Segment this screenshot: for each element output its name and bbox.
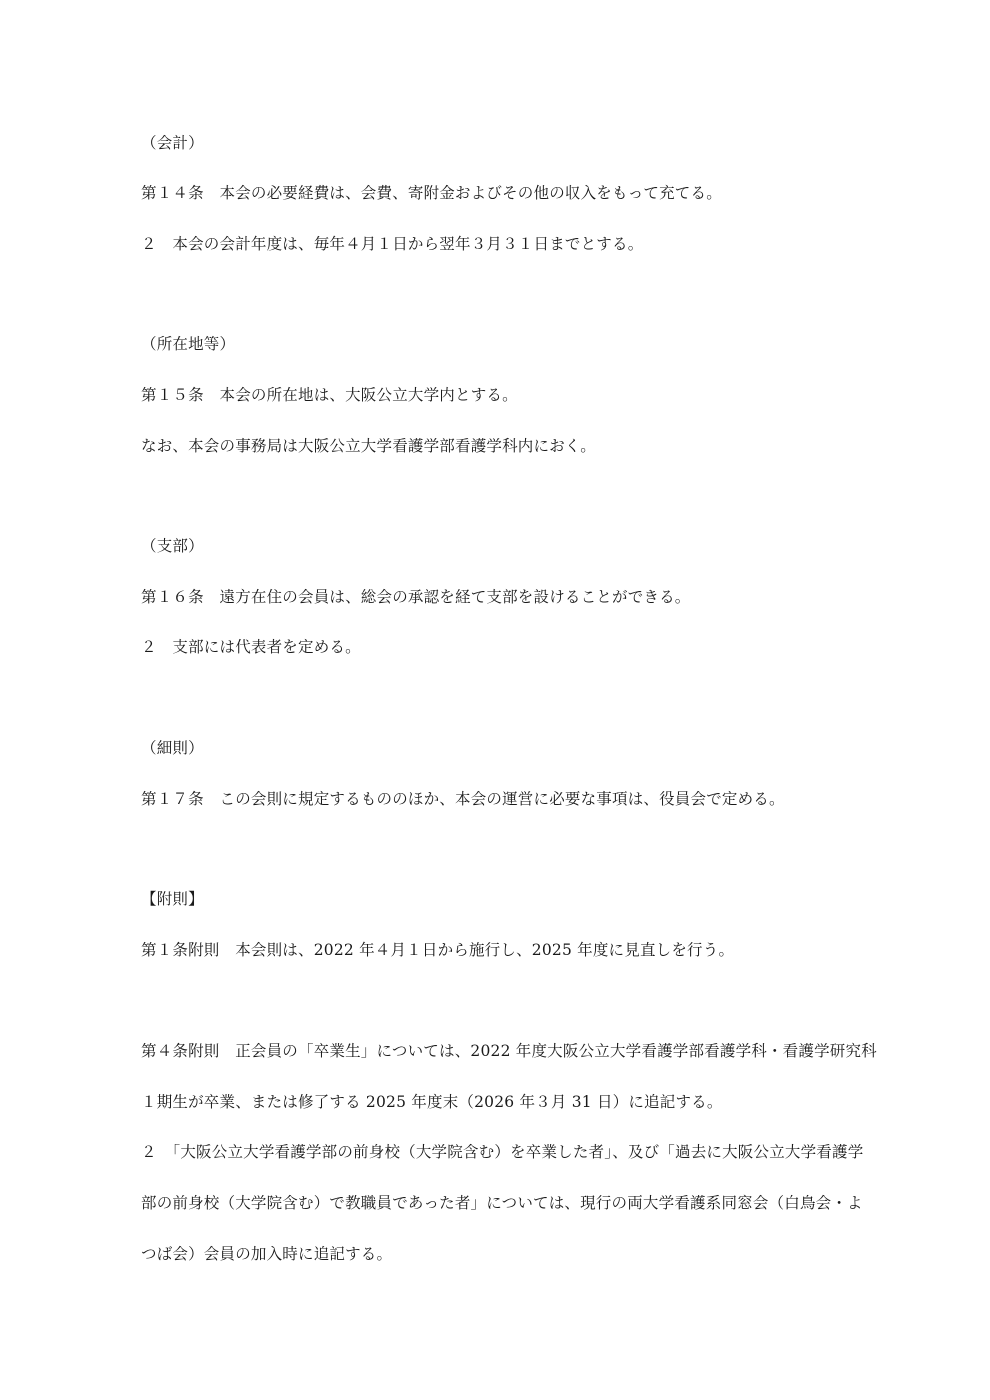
supplementary-article-4-clause-2-line-1: ２ 「大阪公立大学看護学部の前身校（大学院含む）を卒業した者」、及び「過去に大阪公立大学看護学 [141,1143,864,1161]
article-16-text: 第１６条 遠方在住の会員は、総会の承認を経て支部を設けることができる。 [141,588,691,606]
section-heading-branch: （支部） [141,537,204,555]
article-14-text: 第１４条 本会の必要経費は、会費、寄附金およびその他の収入をもって充てる。 [141,184,722,202]
section-heading-bylaws: （細則） [141,739,204,757]
section-heading-accounting: （会計） [141,134,204,152]
section-heading-location: （所在地等） [141,335,236,353]
supplementary-article-4-line-1: 第４条附則 正会員の「卒業生」については、2022 年度大阪公立大学看護学部看護学科・看護学研究科 [141,1042,877,1060]
article-15-text: 第１５条 本会の所在地は、大阪公立大学内とする。 [141,386,518,404]
supplementary-article-4-line-2: １期生が卒業、または修了する 2025 年度末（2026 年３月 31 日）に追記する。 [141,1093,723,1111]
supplementary-article-1: 第１条附則 本会則は、2022 年４月１日から施行し、2025 年度に見直しを行う。 [141,941,735,959]
article-16-clause-2: ２ 支部には代表者を定める。 [141,638,361,656]
article-17-text: 第１７条 この会則に規定するもののほか、本会の運営に必要な事項は、役員会で定める。 [141,790,785,808]
supplementary-article-4-clause-2-line-3: つば会）会員の加入時に追記する。 [141,1245,393,1263]
section-heading-supplementary: 【附則】 [141,890,204,908]
article-15-note: なお、本会の事務局は大阪公立大学看護学部看護学科内におく。 [141,437,596,455]
supplementary-article-4-clause-2-line-2: 部の前身校（大学院含む）で教職員であった者」については、現行の両大学看護系同窓会（白鳥会・よ [141,1194,863,1212]
article-14-clause-2: ２ 本会の会計年度は、毎年４月１日から翌年３月３１日までとする。 [141,235,644,253]
